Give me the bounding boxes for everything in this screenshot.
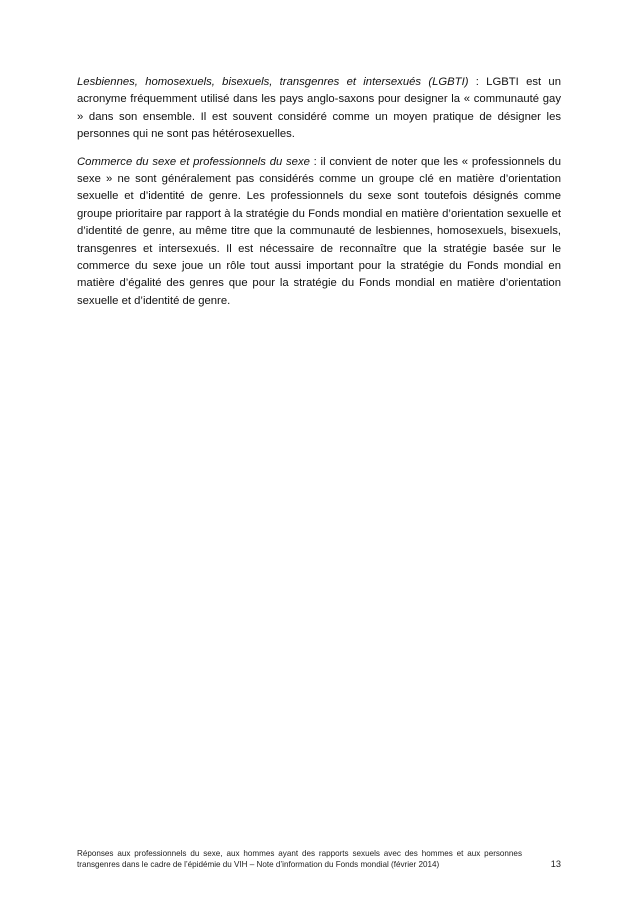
definition-term: Lesbiennes, homosexuels, bisexuels, transgenres et intersexués (LGBTI) bbox=[77, 76, 469, 88]
footer-text: Réponses aux professionnels du sexe, aux hommes ayant des rapports sexuels avec des hommes et aux personnes transgenres dans le cadre de l’épidémie du VIH – Note d’information du Fonds mondial (février 2014) bbox=[77, 849, 522, 869]
definition-term: Commerce du sexe et professionnels du sexe bbox=[77, 155, 310, 168]
definition-text: : il convient de noter que les « professionnels du sexe » ne sont généralement pas considérés comme un groupe clé en matière d’orientation sexuelle et d’identité de genre. Les professionnels du sexe sont toutefois désignés comme groupe prioritaire par rapport à la stratégie du Fonds mondial en matière d’orientation sexuelle et d’identité de genre, au même titre que la communauté de lesbiennes, homosexuels, bisexuels, transgenres et intersexués. Il est nécessaire de reconnaître que la stratégie basée sur le commerce du sexe joue un rôle tout aussi important pour la stratégie du Fonds mondial en matière d’égalité des genres que pour la stratégie du Fonds mondial en matière d’orientation sexuelle et d’identité de genre. bbox=[77, 155, 561, 307]
definition-lgbti bbox=[77, 74, 561, 144]
definition-text: : LGBTI est un acronyme fréquemment utilisé dans les pays anglo-saxons pour designer la « communauté gay » dans son ensemble. Il est souvent considéré comme un moyen pratique de désigner les personnes qui ne sont pas hétérosexuelles. bbox=[77, 76, 561, 141]
definition-sex-work bbox=[77, 154, 561, 311]
document-body bbox=[77, 74, 561, 320]
page-footer bbox=[77, 849, 561, 870]
page-number: 13 bbox=[550, 858, 561, 869]
